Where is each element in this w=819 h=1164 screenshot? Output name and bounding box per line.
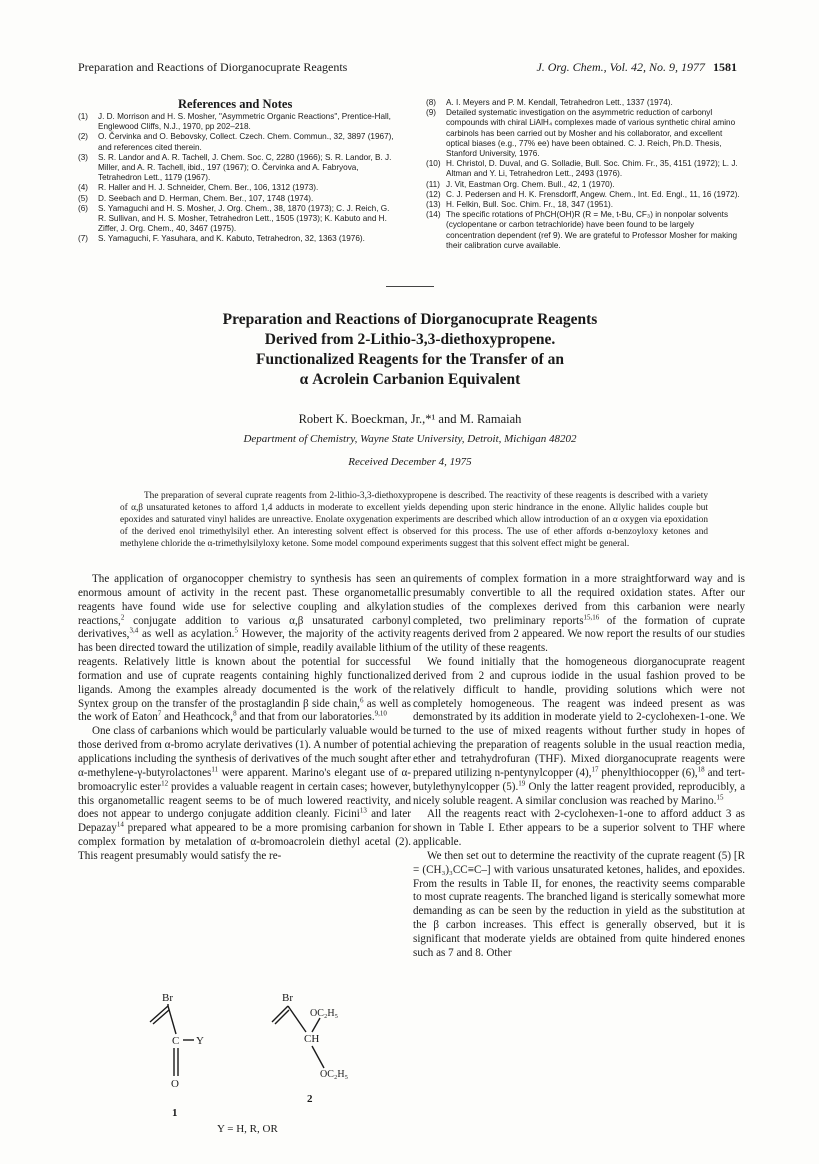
references-right-column xyxy=(426,98,744,251)
reference-item: (6) S. Yamaguchi and H. S. Mosher, J. Org. Chem., 38, 1870 (1973); C. J. Reich, G. R. Sullivan, and H. S. Mosher, Tetrahedron Lett., 1505 (1973); K. Kabuto and H. Ziffer, J. Org. Chem., 40, 3467 (1975). xyxy=(78,203,390,234)
author-affiliation: Department of Chemistry, Wayne State University, Detroit, Michigan 48202 xyxy=(243,433,577,445)
abstract: The preparation of several cuprate reagents from 2-lithio-3,3-diethoxypropene is described. The reactivity of these reagents is described with a variety of α,β unsaturated ketones to afford 1,4 adducts in moderate to excellent yields depending upon steric hindrance in the enone. Allylic halides couple but epoxides and saturated vinyl halides are unreactive. Enolate oxygenation experiments are described which allow introduction of an α oxygen via epoxidation of the derived enol trimethylsilyl ether. An interesting solvent effect is observed for this process. The use of ether affords α-benzoyloxy ketones and methylene chloride the α-trimethylsilyloxy ketone. Some model compound experiments suggest that this solvent effect might be general. xyxy=(120,491,708,550)
chemical-structures xyxy=(120,992,410,1162)
article-title: Preparation and Reactions of Diorganocuprate Reagents Derived from 2-Lithio-3,3-diethoxypropene. Functionalized Reagents for the Transfer of an α Acrolein Carbanion Equivalent xyxy=(222,311,598,388)
structure-2-br: Br xyxy=(282,992,293,1004)
reference-item: (1) J. D. Morrison and H. S. Mosher, "Asymmetric Organic Reactions", Prentice-Hall, Englewood Cliffs, N.J., 1970, pp 202–218. xyxy=(78,112,391,132)
reference-item: (8) A. I. Meyers and P. M. Kendall, Tetrahedron Lett., 1337 (1974). xyxy=(426,98,673,107)
article-authors: Robert K. Boeckman, Jr.,*¹ and M. Ramaiah xyxy=(298,412,522,426)
structure-2-oet-bottom: OC₂H₅ xyxy=(320,1069,349,1080)
references-left-column xyxy=(78,112,398,245)
received-date: Received December 4, 1975 xyxy=(348,456,472,468)
structure-1-label: 1 xyxy=(172,1107,178,1119)
structure-1-o: O xyxy=(171,1078,179,1090)
running-header-journal xyxy=(536,60,737,75)
body-column-left xyxy=(78,573,411,864)
reference-item: (4) R. Haller and H. J. Schneider, Chem. Ber., 106, 1312 (1973). xyxy=(78,183,319,193)
paragraph: The application of organocopper chemistry to synthesis has seen an enormous amount of activity in the recent past. These organometallic reagents have found wide use for selective coupling and alkylation reactions,$^2$ conjugate addition to various α,β unsaturated carbonyl derivatives,$^{3,4}$ as well as acylation.$^5$ However, the majority of the activity has been directed toward the utilization of simple, readily available lithium reagents. Relatively little is known about the potential for successful formation and use of cuprate reagents containing highly functionalized ligands. Among the examples already documented is the work of the Syntex group on the transfer of the prostaglandin β side chain,$^6$ as well as the work of Eaton$^7$ and Heathcock,$^8$ and that from our laboratories.$^{9,10}$ xyxy=(78,573,412,724)
journal-citation: J. Org. Chem., Vol. 42, No. 9, 1977 xyxy=(536,60,705,74)
bond xyxy=(312,1018,320,1032)
paragraph: One class of carbanions which would be particularly valuable would be those derived from α-bromo acrylate derivatives (1). A number of potential applications including the synthesis of derivatives of the much sought after α-methylene-γ-butyrolactones$^{11}$ were apparent. Marino's elegant use of α-bromoacrylic ester$^{12}$ provides a valuable reagent in certain cases; however, this organometallic reagent seems to be of much lowered reactivity, and does not appear to undergo conjugate addition cleanly. Ficini$^{13}$ and later Depazay$^{14}$ prepared what appeared to be a more promising carbanion for complex formation by metalation of α-bromoacrolein diethyl acetal (2). This reagent presumably would satisfy the re- xyxy=(78,725,411,862)
reference-item: (2) O. Červinka and O. Bebovsky, Collect. Czech. Chem. Commun., 32, 3897 (1967), and references cited therein. xyxy=(78,132,394,152)
reference-item: (12) C. J. Pedersen and H. K. Frensdorff, Angew. Chem., Int. Ed. Engl., 11, 16 (1972). xyxy=(426,189,740,199)
bond xyxy=(288,1006,306,1032)
bond xyxy=(312,1046,324,1068)
paragraph: quirements of complex formation in a more straightforward way and is presumably convertible to all the required oxidation states. After our studies of the complexes derived from this carbanion were nearly completed, two preliminary reports$^{15,16}$ of the formation of cuprate reagents derived from 2 appeared. We now report the results of our studies of the utility of these reagents. xyxy=(413,573,745,655)
structure-2-label: 2 xyxy=(307,1093,313,1105)
reference-item: (13) H. Felkin, Bull. Soc. Chim. Fr., 18, 347 (1951). xyxy=(426,200,613,210)
structure-1-y: Y xyxy=(196,1035,204,1047)
paragraph: We then set out to determine the reactivity of the cuprate reagent (5) [R = (CH₃)₃CC≡C–] with various unsaturated ketones, halides, and epoxides. From the results in Table II, for enones, the reactivity seems comparable to most cuprate reagents. The branched ligand is sterically somewhat more demanding as can be seen by the reduction in yield as the substitution at the β carbon increases. This effect is generally observed, but it is significant that moderate yields are obtained from quite hindered enones such as 7 and 8. Other xyxy=(413,849,745,959)
structure-2-ch: CH xyxy=(304,1033,320,1045)
paragraph: All the reagents react with 2-cyclohexen-1-one to afford adduct 3 as shown in Table I. Ether appears to be a superior solvent to THF where applicable. xyxy=(413,808,745,849)
structure-2-oet-top: OC₂H₅ xyxy=(310,1008,339,1019)
reference-item: (5) D. Seebach and D. Herman, Chem. Ber., 107, 1748 (1974). xyxy=(78,193,314,203)
reference-item: (9) Detailed systematic investigation on the asymmetric reduction of carbonyl compounds with chiral LiAlH₄ complexes made of various synthetic chiral amino carbinols has been carried out by Mosher and his collaborator, and excellent optical biases (e.g., 77% ee) have been obtained. C. J. Reich, Ph.D. Thesis, Stanford University, 1976. xyxy=(426,108,736,159)
reference-item: (14) The specific rotations of PhCH(OH)R (R = Me, t-Bu, CF₃) in nonpolar solvents (cyclopentane or carbon tetrachloride) have been found to be largely concentration dependent (ref 9). We are grateful to Professor Mosher for making their calibration curve available. xyxy=(426,210,738,250)
paragraph: We found initially that the homogeneous diorganocuprate reagent derived from 2 and cuprous iodide in the usual fashion proved to be relatively difficult to handle, providing solutions which were not completely homogeneous. The reagent was indeed present as was demonstrated by its addition in moderate yield to 2-cyclohexen-1-one. We turned to the use of mixed reagents without further study in hopes of achieving the preparation of reagents soluble in the usual reaction media, ether and tetrahydrofuran (THF). Mixed diorganocuprate reagents were prepared utilizing n-pentynylcopper (4),$^{17}$ phenylthiocopper (6),$^{18}$ and tert-butylethynylcopper (5).$^{19}$ Only the latter reagent provided, reproducibly, a nicely soluble reagent. A similar conclusion was reached by Marino.$^{15}$ xyxy=(413,656,746,807)
reference-item: (3) S. R. Landor and A. R. Tachell, J. Chem. Soc. C, 2280 (1966); S. R. Landor, B. J. Miller, and A. R. Tachell, ibid., 197 (1967); O. Červinka and A. Fabryova, Tetrahedron Lett., 1179 (1967). xyxy=(78,152,392,183)
page-number: 1581 xyxy=(713,60,737,74)
structure-caption: Y = H, R, OR xyxy=(217,1123,278,1135)
running-header-title: Preparation and Reactions of Diorganocuprate Reagents xyxy=(78,60,348,74)
body-column-right xyxy=(413,573,745,961)
bond xyxy=(168,1006,176,1034)
reference-item: (10) H. Christol, D. Duval, and G. Solladie, Bull. Soc. Chim. Fr., 35, 4151 (1972); L. J. Altman and Y. Li, Tetrahedron Lett., 2493 (1976). xyxy=(426,159,738,179)
references-heading: References and Notes xyxy=(178,97,293,111)
structure-1-c: C xyxy=(172,1035,180,1047)
reference-item: (7) S. Yamaguchi, F. Yasuhara, and K. Kabuto, Tetrahedron, 32, 1363 (1976). xyxy=(78,234,365,244)
structure-1-br: Br xyxy=(162,992,173,1004)
reference-item: (11) J. Vit, Eastman Org. Chem. Bull., 42, 1 (1970). xyxy=(426,179,615,189)
section-divider xyxy=(386,286,434,287)
